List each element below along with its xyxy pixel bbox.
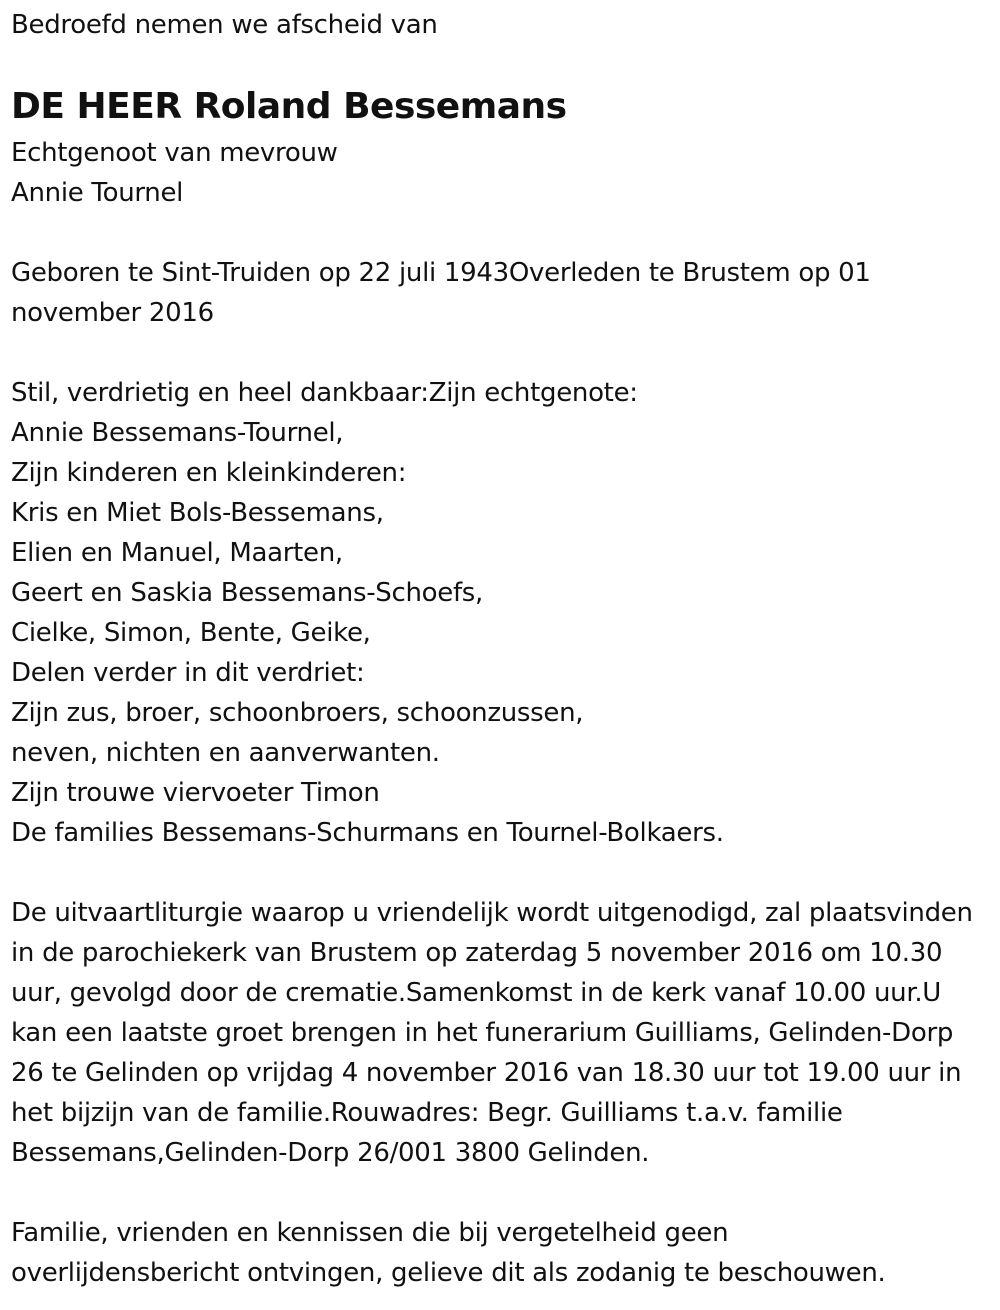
- mourner-line: Geert en Saskia Bessemans-Schoefs,: [11, 578, 484, 608]
- mourner-line: Zijn zus, broer, schoonbroers, schoonzussen,: [11, 698, 584, 728]
- spouse-block: [11, 133, 984, 213]
- mourner-line: Kris en Miet Bols-Bessemans,: [11, 498, 384, 528]
- mourner-line: Cielke, Simon, Bente, Geike,: [11, 618, 371, 648]
- intro-text: Bedroefd nemen we afscheid van: [11, 10, 438, 40]
- spouse-line: Annie Tournel: [11, 178, 184, 208]
- mourner-line: Stil, verdrietig en heel dankbaar:Zijn echtgenote:: [11, 378, 638, 408]
- mourner-line: Annie Bessemans-Tournel,: [11, 418, 344, 448]
- closing-block: [11, 1213, 940, 1293]
- closing-text: Familie, vrienden en kennissen die bij vergetelheid geen overlijdensbericht ontvingen, gelieve dit als zodanig te beschouwen.: [11, 1218, 886, 1288]
- mourner-line: De families Bessemans-Schurmans en Tournel-Bolkaers.: [11, 818, 724, 848]
- birth-death-block: [11, 253, 920, 333]
- mourner-line: neven, nichten en aanverwanten.: [11, 738, 440, 768]
- deceased-name: DE HEER Roland Bessemans: [11, 86, 567, 127]
- mourner-line: Zijn kinderen en kleinkinderen:: [11, 458, 407, 488]
- ceremony-text: De uitvaartliturgie waarop u vriendelijk wordt uitgenodigd, zal plaatsvinden in de parochiekerk van Brustem op zaterdag 5 november 2016 om 10.30 uur, gevolgd door de crematie.Samenkomst in de kerk vanaf 10.00 uur.U kan een laatste groet brengen in het funerarium Guilliams, Gelinden-Dorp 26 te Gelinden op vrijdag 4 november 2016 van 18.30 uur tot 19.00 uur in het bijzijn van de familie.Rouwadres: Begr. Guilliams t.a.v. familie Bessemans,Gelinden-Dorp 26/001 3800 Gelinden.: [11, 898, 973, 1168]
- birth-death-text: Geboren te Sint-Truiden op 22 juli 1943Overleden te Brustem op 01 november 2016: [11, 258, 871, 328]
- mourner-line: Delen verder in dit verdriet:: [11, 658, 365, 688]
- mourners-block: [11, 373, 984, 853]
- spouse-line: Echtgenoot van mevrouw: [11, 138, 338, 168]
- ceremony-block: [11, 893, 984, 1173]
- mourner-line: Zijn trouwe viervoeter Timon: [11, 778, 380, 808]
- mourner-line: Elien en Manuel, Maarten,: [11, 538, 343, 568]
